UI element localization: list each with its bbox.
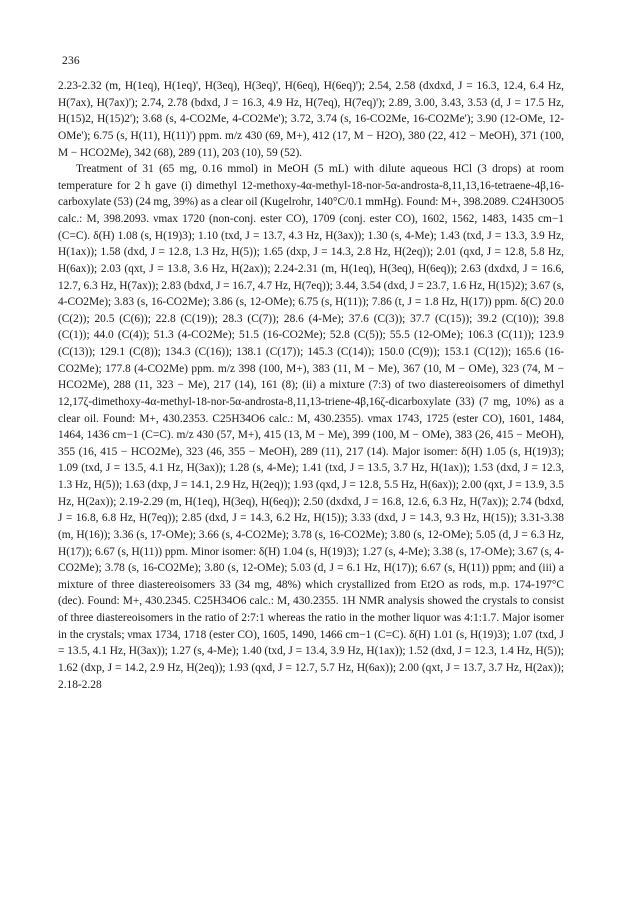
body-text	[58, 78, 564, 693]
paragraph-treatment: Treatment of 31 (65 mg, 0.16 mmol) in MeOH (5 mL) with dilute aqueous HCl (3 drops) at room temperature for 2 h gave (i) dimethyl 12-methoxy-4α-methyl-18-nor-5α-androsta-8,11,13,16-tetraene-4β,16-carboxylate (53) (24 mg, 39%) as a clear oil (Kugelrohr, 140°C/0.1 mmHg). Found: M+, 398.2089. C24H30O5 calc.: M, 398.2093. νmax 1720 (non-conj. ester CO), 1709 (conj. ester CO), 1602, 1562, 1483, 1435 cm−1 (C=C). δ(H) 1.08 (s, H(19)3); 1.10 (txd, J = 13.7, 4.3 Hz, H(3ax)); 1.30 (s, 4-Me); 1.43 (txd, J = 13.3, 3.9 Hz, H(1ax)); 1.58 (dxd, J = 12.8, 1.3 Hz, H(5)); 1.65 (dxp, J = 14.3, 2.8 Hz, H(2eq)); 2.01 (qxd, J = 12.8, 5.8 Hz, H(6ax)); 2.03 (qxt, J = 13.8, 3.6 Hz, H(2ax)); 2.24-2.31 (m, H(1eq), H(3eq), H(6eq)); 2.63 (dxdxd, J = 16.6, 12.7, 6.3 Hz, H(7ax)); 2.83 (bdxd, J = 16.7, 4.7 Hz, H(7eq)); 3.44, 3.54 (dxd, J = 23.7, 1.6 Hz, H(15)2); 3.67 (s, 4-CO2Me); 3.83 (s, 16-CO2Me); 3.86 (s, 12-OMe); 6.75 (s, H(11)); 7.86 (t, J = 1.8 Hz, H(17)) ppm. δ(C) 20.0 (C(2)); 20.5 (C(6)); 22.8 (C(19)); 28.3 (C(7)); 28.6 (4-Me); 37.6 (C(3)); 37.7 (C(15)); 39.2 (C(10)); 39.8 (C(1)); 44.0 (C(4)); 51.3 (4-CO2Me); 51.5 (16-CO2Me); 52.8 (C(5)); 55.5 (12-OMe); 106.3 (C(11)); 123.9 (C(13)); 129.1 (C(8)); 134.3 (C(16)); 138.1 (C(17)); 145.3 (C(14)); 150.0 (C(9)); 153.1 (C(12)); 165.6 (16-CO2Me); 177.8 (4-CO2Me) ppm. m/z 398 (100, M+), 383 (11, M − Me), 367 (10, M − OMe), 323 (74, M − HCO2Me), 288 (11, 323 − Me), 217 (14), 161 (8); (ii) a mixture (7:3) of two diastereoisomers of dimethyl 12,17ζ-dimethoxy-4α-methyl-18-nor-5α-androsta-8,11,13-triene-4β,16ζ-dicarboxylate (33) (7 mg, 10%) as a clear oil. Found: M+, 430.2353. C25H34O6 calc.: M, 430.2355). νmax 1743, 1725 (ester CO), 1601, 1484, 1464, 1436 cm−1 (C=C). m/z 430 (57, M+), 415 (13, M − Me), 399 (100, M − OMe), 383 (26, 415 − MeOH), 355 (16, 415 − HCO2Me), 323 (46, 355 − MeOH), 289 (11), 217 (14). Major isomer: δ(H) 1.05 (s, H(19)3); 1.09 (txd, J = 13.5, 4.1 Hz, H(3ax)); 1.28 (s, 4-Me); 1.41 (txd, J = 13.5, 3.7 Hz, H(1ax)); 1.53 (dxd, J = 12.3, 1.3 Hz, H(5)); 1.63 (dxp, J = 14.1, 2.9 Hz, H(2eq)); 1.93 (qxd, J = 12.8, 5.5 Hz, H(6ax)); 2.00 (qxt, J = 13.9, 3.5 Hz, H(2ax)); 2.19-2.29 (m, H(1eq), H(3eq), H(6eq)); 2.50 (dxdxd, J = 16.8, 12.6, 6.3 Hz, H(7ax)); 2.74 (bdxd, J = 16.8, 6.8 Hz, H(7eq)); 2.85 (dxd, J = 14.3, 6.2 Hz, H(15)); 3.33 (dxd, J = 14.3, 9.3 Hz, H(15)); 3.31-3.38 (m, H(16)); 3.36 (s, 17-OMe); 3.66 (s, 4-CO2Me); 3.78 (s, 16-CO2Me); 3.80 (s, 12-OMe); 5.05 (d, J = 6.3 Hz, H(17)); 6.67 (s, H(11)) ppm. Minor isomer: δ(H) 1.04 (s, H(19)3); 1.27 (s, 4-Me); 3.38 (s, 17-OMe); 3.67 (s, 4-CO2Me); 3.78 (s, 16-CO2Me); 3.80 (s, 12-OMe); 5.03 (d, J = 6.1 Hz, H(17)); 6.67 (s, H(11)) ppm; and (iii) a mixture of three diastereoisomers 33 (34 mg, 48%) which crystallized from Et2O as rods, m.p. 174-197°C (dec). Found: M+, 430.2345. C25H34O6 calc.: M, 430.2355. 1H NMR analysis showed the crystals to consist of three diastereoisomers in the ratio of 2:7:1 whereas the ratio in the mother liquor was 4:1:1.7. Major isomer in the crystals; νmax 1734, 1718 (ester CO), 1605, 1490, 1466 cm−1 (C=C). δ(H) 1.01 (s, H(19)3); 1.07 (txd, J = 13.5, 4.1 Hz, H(3ax)); 1.27 (s, 4-Me); 1.40 (txd, J = 13.4, 3.9 Hz, H(1ax)); 1.52 (dxd, J = 12.3, 1.4 Hz, H(5)); 1.62 (dxp, J = 14.2, 2.9 Hz, H(2eq)); 1.93 (qxd, J = 12.7, 5.7 Hz, H(6ax)); 2.00 (qxt, J = 13.7, 3.7 Hz, H(2ax)); 2.18-2.28	[58, 163, 564, 691]
paragraph-continued: 2.23-2.32 (m, H(1eq), H(1eq)', H(3eq), H(3eq)', H(6eq), H(6eq)'); 2.54, 2.58 (dxdxd, J = 16.3, 12.4, 6.4 Hz, H(7ax), H(7ax)'); 2.74, 2.78 (bdxd, J = 16.3, 4.9 Hz, H(7eq), H(7eq)'); 2.89, 3.00, 3.43, 3.53 (d, J = 17.5 Hz, H(15)2, H(15)2'); 3.68 (s, 4-CO2Me, 4-CO2Me'); 3.72, 3.74 (s, 16-CO2Me, 16-CO2Me'); 3.90 (12-OMe, 12-OMe'); 6.75 (s, H(11), H(11)') ppm. m/z 430 (69, M+), 412 (17, M − H2O), 380 (22, 412 − MeOH), 371 (100, M − HCO2Me), 342 (68), 289 (11), 203 (10), 59 (52).	[58, 80, 564, 159]
page-number: 236	[62, 55, 80, 67]
